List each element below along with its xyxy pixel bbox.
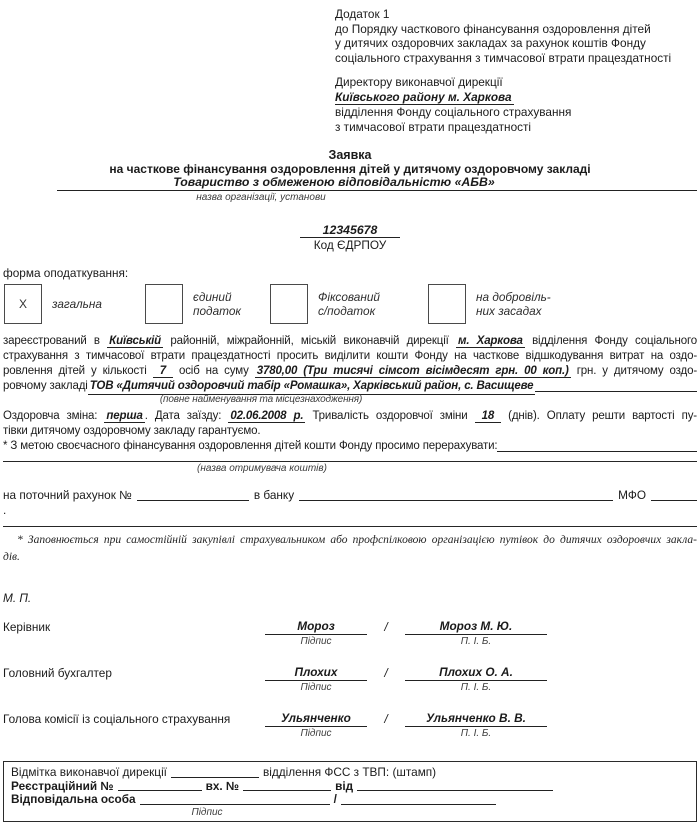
signature-row-director xyxy=(3,619,697,650)
addressee-line: з тимчасової втрати працездатності xyxy=(335,119,532,134)
taxation-option-label: на добровіль- них засадах xyxy=(476,290,551,318)
fullname-field: Ульянченко В. В. xyxy=(405,711,547,727)
paragraph-line: ровчому закладі ТОВ «Дитячий оздоровчий табір «Ромашка», Харківський район, с. Васищеве xyxy=(3,379,697,394)
form-subtitle: на часткове фінансування оздоровлення дітей у дитячому оздоровчому закладі xyxy=(109,162,591,176)
camp-name-value: ТОВ «Дитячий оздоровчий табір «Ромашка», Харківський район, с. Васищеве xyxy=(88,379,536,395)
responsible-signature-field xyxy=(140,803,330,805)
office-mark-label: Відмітка виконавчої дирекції xyxy=(11,765,167,779)
dirеction-name-value: Київській xyxy=(109,335,162,347)
taxation-option-single-tax xyxy=(145,283,241,325)
addressee-line: відділення Фонду соціального страхування xyxy=(335,105,572,119)
appendix-line: у дитячих оздоровчих закладах за рахунок коштів Фонду xyxy=(335,36,646,50)
responsible-name-field xyxy=(341,803,496,805)
taxation-option-label: єдиний податок xyxy=(193,290,241,318)
role-label: Головний бухгалтер xyxy=(3,666,112,680)
form-title: Заявка xyxy=(328,148,372,162)
taxation-checkbox-single-tax[interactable] xyxy=(145,284,183,324)
camp-name-caption: (повне найменування та місцезнаходження) xyxy=(159,394,363,405)
appendix-line: Додаток 1 xyxy=(335,7,390,21)
org-name-line xyxy=(57,176,697,191)
signature-caption: Підпис xyxy=(300,636,332,647)
registration-number-label: Реєстраційний № xyxy=(11,778,114,793)
mfo-field xyxy=(651,499,697,501)
footnote-divider-line xyxy=(3,526,697,527)
recipient-divider-line xyxy=(3,461,697,462)
signature-caption: Підпис xyxy=(300,682,332,693)
amount-value: 3780,00 (Три тисячі сімсот вісімдесят грн. 00 коп.) xyxy=(256,365,569,377)
stamp-place-label: М. П. xyxy=(3,591,32,605)
edrpou-caption: Код ЄДРПОУ xyxy=(313,238,387,252)
fullname-caption: П. І. Б. xyxy=(460,728,492,739)
taxation-checkbox-voluntary[interactable] xyxy=(428,284,466,324)
appendix-note xyxy=(335,7,697,134)
fullname-field: Мороз М. Ю. xyxy=(405,619,547,635)
date-label: від xyxy=(335,778,354,793)
registration-number-field xyxy=(118,789,202,791)
appendix-line: соціального страхування з тимчасової втрати працездатності xyxy=(335,50,672,65)
signature-field: Мороз xyxy=(265,619,367,635)
paragraph-line: ровлення дітей у кількості 7 осіб на суму 3780,00 (Три тисячі сімсот вісімдесят грн. 00 коп.) грн. у дитячому оздо- xyxy=(3,365,697,377)
footnote: * Заповнюється при самостійній закупівлі страхувальником або профспілковою організацією путівок до дитячих оздоровчих закла- дів. xyxy=(3,534,697,563)
incoming-number-label: вх. № xyxy=(205,778,240,793)
account-number-label: на поточний рахунок № xyxy=(3,488,132,502)
signature-field: Ульянченко xyxy=(265,711,367,727)
taxation-option-label: загальна xyxy=(52,297,102,311)
addressee-name: Київського району м. Харкова xyxy=(335,89,512,104)
slash-separator: / xyxy=(333,792,337,806)
incoming-number-field xyxy=(243,789,331,791)
taxation-checkbox-fixed-tax[interactable] xyxy=(270,284,308,324)
office-mark-suffix: відділення ФСС з ТВП: (штамп) xyxy=(262,765,437,779)
fullname-field: Плохих О. А. xyxy=(405,665,547,681)
slash-separator: / xyxy=(384,712,388,726)
bank-name-field xyxy=(299,499,613,501)
date-field xyxy=(357,789,553,791)
recipient-caption: (назва отримувача коштів) xyxy=(197,463,327,474)
org-name-caption: назва організації, установи xyxy=(196,192,326,203)
office-mark-row xyxy=(11,766,689,780)
appendix-line: до Порядку часткового фінансування оздоровлення дітей xyxy=(335,21,651,36)
registration-paragraph xyxy=(3,334,697,406)
mfo-label: МФО xyxy=(618,488,646,502)
city-value: м. Харкова xyxy=(457,335,523,347)
addressee-line: Директору виконавчої дирекції xyxy=(335,75,503,89)
taxation-label: форма оподаткування: xyxy=(3,266,129,280)
account-number-field xyxy=(137,499,249,501)
org-name: Товариство з обмеженою відповідальністю «АБВ» xyxy=(173,175,495,189)
blank-line xyxy=(497,450,697,452)
transfer-request-line: * З метою своєчасного фінансування оздоровлення дітей кошти Фонду просимо перерахувати: xyxy=(3,439,697,454)
office-registration-row xyxy=(11,780,689,794)
slash-separator: / xyxy=(384,666,388,680)
taxation-checkbox-general[interactable] xyxy=(4,284,42,324)
bank-name-label: в банку xyxy=(253,488,295,502)
responsible-person-label: Відповідальна особа xyxy=(11,792,136,806)
role-label: Керівник xyxy=(3,620,51,634)
signature-row-accountant xyxy=(3,665,697,696)
paragraph-line: Оздоровча зміна: перша . Дата заїзду: 02.06.2008 р. Тривалість оздоровчої зміни 18 (днів). Оплату решти вартості пу- xyxy=(3,410,697,422)
role-label: Голова комісії із соціального страхування xyxy=(3,712,231,726)
signature-row-commission-head xyxy=(3,711,697,742)
taxation-option-fixed-tax xyxy=(270,283,380,325)
taxation-option-label: Фіксований с/податок xyxy=(318,290,380,318)
children-count-value: 7 xyxy=(153,365,173,378)
office-signature-caption: Підпис xyxy=(191,806,223,818)
signature-field: Плохих xyxy=(265,665,367,681)
arrival-date-value: 02.06.2008 р. xyxy=(230,410,304,422)
paragraph-line: страхування з тимчасової втрати працездатності просить виділити кошти Фонду на часткове відшкодування витрат на оздо- xyxy=(3,350,697,362)
fullname-caption: П. І. Б. xyxy=(460,636,492,647)
slash-separator: / xyxy=(384,620,388,634)
checkbox-mark: X xyxy=(18,297,27,311)
paragraph-line: тівки дитячому оздоровчому закладу гарантуємо. xyxy=(3,425,261,437)
taxation-option-general xyxy=(4,283,102,325)
signature-caption: Підпис xyxy=(300,728,332,739)
blank-line xyxy=(535,390,697,392)
office-use-box xyxy=(3,761,697,822)
fullname-caption: П. І. Б. xyxy=(460,682,492,693)
sentence-period: . xyxy=(3,503,7,517)
taxation-options xyxy=(3,283,697,325)
edrpou-code: 12345678 xyxy=(300,223,400,238)
taxation-option-voluntary xyxy=(428,283,551,325)
shift-number-value: перша xyxy=(106,410,143,422)
office-responsible-row xyxy=(11,793,689,807)
department-field xyxy=(171,776,259,778)
bank-account-row xyxy=(3,488,697,503)
paragraph-line: зареєстрований в Київській районній, міжрайонній, міській виконавчій дирекції м. Харкова відділення Фонду соціального xyxy=(3,335,697,347)
shift-paragraph xyxy=(3,409,697,454)
shift-duration-value: 18 xyxy=(475,410,502,423)
